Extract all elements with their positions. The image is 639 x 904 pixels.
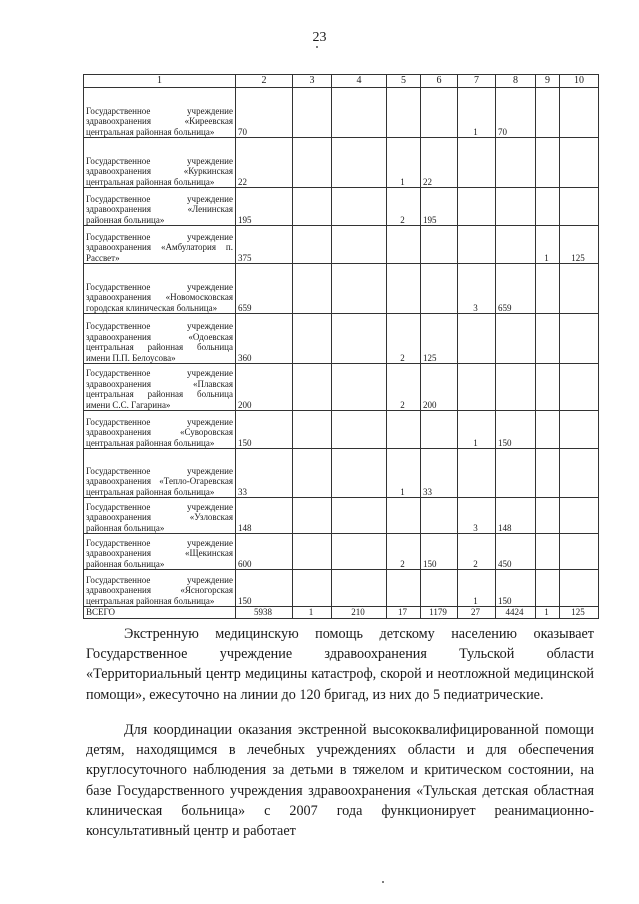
- table-cell: [332, 364, 387, 411]
- table-cell: 450: [496, 534, 536, 570]
- institution-name: Государственное учреждение здравоохранения «Плавская центральная районная больница имени С.С. Гагарина»: [84, 364, 236, 411]
- table-cell: [560, 188, 599, 226]
- table-cell: [332, 188, 387, 226]
- table-row: [84, 88, 599, 138]
- table-cell: 659: [236, 264, 293, 314]
- column-header: 6: [421, 75, 458, 88]
- total-cell: 5938: [236, 607, 293, 619]
- table-cell: [560, 138, 599, 188]
- table-cell: [458, 314, 496, 364]
- table-cell: [293, 88, 332, 138]
- table-cell: [293, 314, 332, 364]
- table-cell: [421, 411, 458, 449]
- table-row: [84, 534, 599, 570]
- table-cell: 148: [496, 498, 536, 534]
- total-cell: 1: [536, 607, 560, 619]
- table-cell: [536, 88, 560, 138]
- column-header: 5: [387, 75, 421, 88]
- scan-speck: [316, 46, 318, 48]
- total-cell: 125: [560, 607, 599, 619]
- table-cell: [536, 188, 560, 226]
- table-cell: [387, 88, 421, 138]
- institution-name: Государственное учреждение здравоохранения «Щекинская районная больница»: [84, 534, 236, 570]
- table-cell: 70: [236, 88, 293, 138]
- total-cell: 17: [387, 607, 421, 619]
- column-header: 1: [84, 75, 236, 88]
- table-cell: 2: [387, 188, 421, 226]
- table-cell: 3: [458, 498, 496, 534]
- table-row: [84, 264, 599, 314]
- table-row: [84, 449, 599, 498]
- total-cell: 1: [293, 607, 332, 619]
- table-cell: [293, 570, 332, 607]
- table-cell: 3: [458, 264, 496, 314]
- body-paragraph-1: [86, 624, 594, 705]
- institution-name: Государственное учреждение здравоохранения «Суворовская центральная районная больница»: [84, 411, 236, 449]
- table-cell: [332, 570, 387, 607]
- table-cell: [496, 138, 536, 188]
- table-cell: 375: [236, 226, 293, 264]
- table-cell: 22: [236, 138, 293, 188]
- table-cell: [421, 570, 458, 607]
- institution-name: Государственное учреждение здравоохранения «Ясногорская центральная районная больница»: [84, 570, 236, 607]
- table-row: [84, 226, 599, 264]
- table-cell: 2: [387, 534, 421, 570]
- table-cell: [332, 534, 387, 570]
- table-row: [84, 138, 599, 188]
- table-cell: [560, 570, 599, 607]
- table-cell: [332, 226, 387, 264]
- table-cell: 1: [458, 570, 496, 607]
- table-cell: [332, 138, 387, 188]
- total-cell: 27: [458, 607, 496, 619]
- table-cell: [293, 534, 332, 570]
- table-cell: 150: [496, 411, 536, 449]
- table-cell: [536, 534, 560, 570]
- table-cell: [387, 264, 421, 314]
- table-cell: [332, 498, 387, 534]
- column-header: 8: [496, 75, 536, 88]
- table-cell: [293, 226, 332, 264]
- column-header: 9: [536, 75, 560, 88]
- table-cell: [332, 411, 387, 449]
- institution-name: Государственное учреждение здравоохранения «Одоевская центральная районная больница имени П.П. Белоусова»: [84, 314, 236, 364]
- table-cell: 1: [387, 138, 421, 188]
- table-cell: 125: [560, 226, 599, 264]
- table-total-row: [84, 607, 599, 619]
- table-cell: [536, 264, 560, 314]
- paragraph-text: Для координации оказания экстренной высококвалифицированной помощи детям, находящимся в лечебных учреждениях области и для обеспечения круглосуточного наблюдения за детьми в тяжелом и критическом состоянии, на базе Государственного учреждения здравоохранения «Тульская детская областная клиническая больница» с 2007 года функционирует реанимационно-консультативный центр и работает: [86, 722, 594, 840]
- table-cell: 2: [387, 314, 421, 364]
- table-cell: [458, 226, 496, 264]
- table-cell: [496, 449, 536, 498]
- table-cell: [387, 498, 421, 534]
- institution-name: Государственное учреждение здравоохранения «Куркинская центральная районная больница»: [84, 138, 236, 188]
- table-cell: 195: [421, 188, 458, 226]
- table-cell: 22: [421, 138, 458, 188]
- statistics-table: [83, 74, 599, 619]
- table-cell: 1: [387, 449, 421, 498]
- table-row: [84, 411, 599, 449]
- table-cell: 150: [421, 534, 458, 570]
- table-cell: [332, 264, 387, 314]
- table-cell: 200: [236, 364, 293, 411]
- table-cell: [458, 188, 496, 226]
- table-cell: [496, 226, 536, 264]
- table-cell: [458, 449, 496, 498]
- table-cell: [536, 498, 560, 534]
- total-cell: 4424: [496, 607, 536, 619]
- table-cell: 1: [458, 88, 496, 138]
- body-paragraph-2: [86, 720, 594, 841]
- institution-name: Государственное учреждение здравоохранения «Тепло-Огаревская центральная районная больница»: [84, 449, 236, 498]
- table-cell: [560, 264, 599, 314]
- table-cell: [458, 138, 496, 188]
- table-cell: 600: [236, 534, 293, 570]
- table-cell: [421, 264, 458, 314]
- table-cell: [536, 314, 560, 364]
- table-cell: [293, 449, 332, 498]
- table-cell: [536, 364, 560, 411]
- total-cell: 1179: [421, 607, 458, 619]
- table-cell: 70: [496, 88, 536, 138]
- table-cell: [496, 188, 536, 226]
- table-cell: 200: [421, 364, 458, 411]
- table-cell: [421, 226, 458, 264]
- table-cell: [560, 498, 599, 534]
- table-cell: [332, 88, 387, 138]
- table-cell: [293, 364, 332, 411]
- table-cell: [332, 449, 387, 498]
- column-header: 2: [236, 75, 293, 88]
- table-cell: [293, 411, 332, 449]
- table-cell: 2: [387, 364, 421, 411]
- table-cell: 33: [421, 449, 458, 498]
- table-cell: [293, 188, 332, 226]
- table-cell: [496, 364, 536, 411]
- table-cell: 150: [236, 570, 293, 607]
- table-cell: [387, 226, 421, 264]
- page-number: 23: [312, 30, 327, 45]
- table-cell: [458, 364, 496, 411]
- table-row: [84, 570, 599, 607]
- table-cell: 360: [236, 314, 293, 364]
- table-cell: [560, 314, 599, 364]
- table-cell: [293, 264, 332, 314]
- table-cell: [387, 411, 421, 449]
- table-cell: 2: [458, 534, 496, 570]
- table-cell: [496, 314, 536, 364]
- table-cell: 148: [236, 498, 293, 534]
- table-cell: [560, 364, 599, 411]
- table-row: [84, 314, 599, 364]
- table-cell: [332, 314, 387, 364]
- institution-name: Государственное учреждение здравоохранения «Амбулатория п. Рассвет»: [84, 226, 236, 264]
- table-cell: [293, 498, 332, 534]
- table-cell: [560, 534, 599, 570]
- table-cell: [387, 570, 421, 607]
- table-cell: [536, 138, 560, 188]
- table-cell: [421, 88, 458, 138]
- table-cell: 1: [458, 411, 496, 449]
- table-cell: 195: [236, 188, 293, 226]
- table-cell: [560, 411, 599, 449]
- column-header: 4: [332, 75, 387, 88]
- column-header: 3: [293, 75, 332, 88]
- institution-name: Государственное учреждение здравоохранения «Киреевская центральная районная больница»: [84, 88, 236, 138]
- table-cell: 125: [421, 314, 458, 364]
- paragraph-text: Экстренную медицинскую помощь детскому населению оказывает Государственное учреждение здравоохранения Тульской области «Территориальный центр медицины катастроф, скорой и неотложной медицинской помощи», ежесуточно на линии до 120 бригад, из них до 5 педиатрические.: [86, 626, 594, 703]
- table-row: [84, 498, 599, 534]
- table-cell: [293, 138, 332, 188]
- table-cell: 659: [496, 264, 536, 314]
- table-cell: [536, 411, 560, 449]
- column-header: 10: [560, 75, 599, 88]
- table-cell: 1: [536, 226, 560, 264]
- table-cell: [421, 498, 458, 534]
- total-cell: 210: [332, 607, 387, 619]
- table-cell: [536, 449, 560, 498]
- institution-name: Государственное учреждение здравоохранения «Ленинская районная больница»: [84, 188, 236, 226]
- institution-name: Государственное учреждение здравоохранения «Новомосковская городская клиническая больница»: [84, 264, 236, 314]
- scan-speck: [382, 881, 384, 883]
- table-cell: 33: [236, 449, 293, 498]
- table-cell: [536, 570, 560, 607]
- table-cell: 150: [236, 411, 293, 449]
- total-label: ВСЕГО: [84, 607, 236, 619]
- table-cell: [560, 449, 599, 498]
- table-row: [84, 188, 599, 226]
- institution-name: Государственное учреждение здравоохранения «Узловская районная больница»: [84, 498, 236, 534]
- table-header-row: [84, 75, 599, 88]
- table-row: [84, 364, 599, 411]
- table-cell: [560, 88, 599, 138]
- column-header: 7: [458, 75, 496, 88]
- table-cell: 150: [496, 570, 536, 607]
